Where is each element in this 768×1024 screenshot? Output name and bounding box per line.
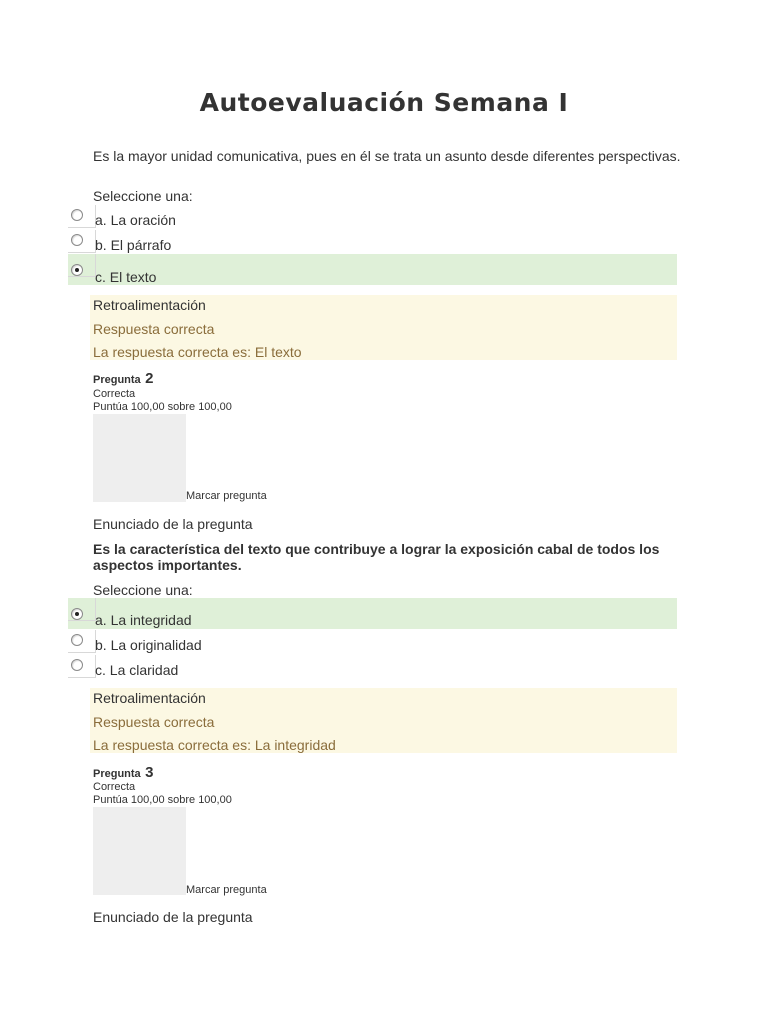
question-2-option-a[interactable] [68,598,677,629]
flag-icon-placeholder[interactable] [93,414,186,502]
question-2-header [93,370,153,388]
question-number: 2 [145,370,154,387]
radio-button[interactable] [71,209,83,221]
option-label: b. El párrafo [95,237,172,253]
radio-button-selected[interactable] [71,608,83,620]
page-title: Autoevaluación Semana I [199,88,569,117]
question-3-score: Puntúa 100,00 sobre 100,00 [93,794,232,806]
flag-question-link[interactable]: Marcar pregunta [186,884,267,896]
question-1-option-c[interactable] [68,254,677,285]
feedback-answer: La respuesta correcta es: El texto [93,344,302,360]
question-2-statement-label: Enunciado de la pregunta [93,516,253,532]
radio-button[interactable] [71,234,83,246]
question-3-statement-label: Enunciado de la pregunta [93,909,253,925]
question-1-feedback [90,295,677,360]
feedback-heading: Retroalimentación [93,297,206,313]
option-label: a. La oración [95,212,176,228]
feedback-answer: La respuesta correcta es: La integridad [93,737,336,753]
question-2-text: Es la característica del texto que contribuye a lograr la exposición cabal de todos los aspectos importantes. [93,541,660,573]
option-label: c. La claridad [95,662,179,678]
feedback-heading: Retroalimentación [93,690,206,706]
question-2-state: Correcta [93,388,136,400]
question-1-select-label: Seleccione una: [93,188,193,204]
option-label: c. El texto [95,269,157,285]
question-2-score: Puntúa 100,00 sobre 100,00 [93,401,232,413]
option-label: b. La originalidad [95,637,202,653]
question-3-header [93,764,153,782]
question-2-option-c[interactable] [68,655,677,686]
question-2-select-label: Seleccione una: [93,582,193,598]
question-1-text: Es la mayor unidad comunicativa, pues en él se trata un asunto desde diferentes perspectivas. [93,148,681,164]
radio-button-selected[interactable] [71,264,83,276]
question-3-state: Correcta [93,781,136,793]
question-number: 3 [145,764,154,781]
question-2-feedback [90,688,677,753]
option-label: a. La integridad [95,612,192,628]
feedback-status: Respuesta correcta [93,321,215,337]
flag-icon-placeholder[interactable] [93,807,186,895]
question-label: Pregunta [93,374,141,386]
question-label: Pregunta [93,768,141,780]
flag-question-link[interactable]: Marcar pregunta [186,490,267,502]
feedback-status: Respuesta correcta [93,714,215,730]
radio-button[interactable] [71,659,83,671]
radio-button[interactable] [71,634,83,646]
